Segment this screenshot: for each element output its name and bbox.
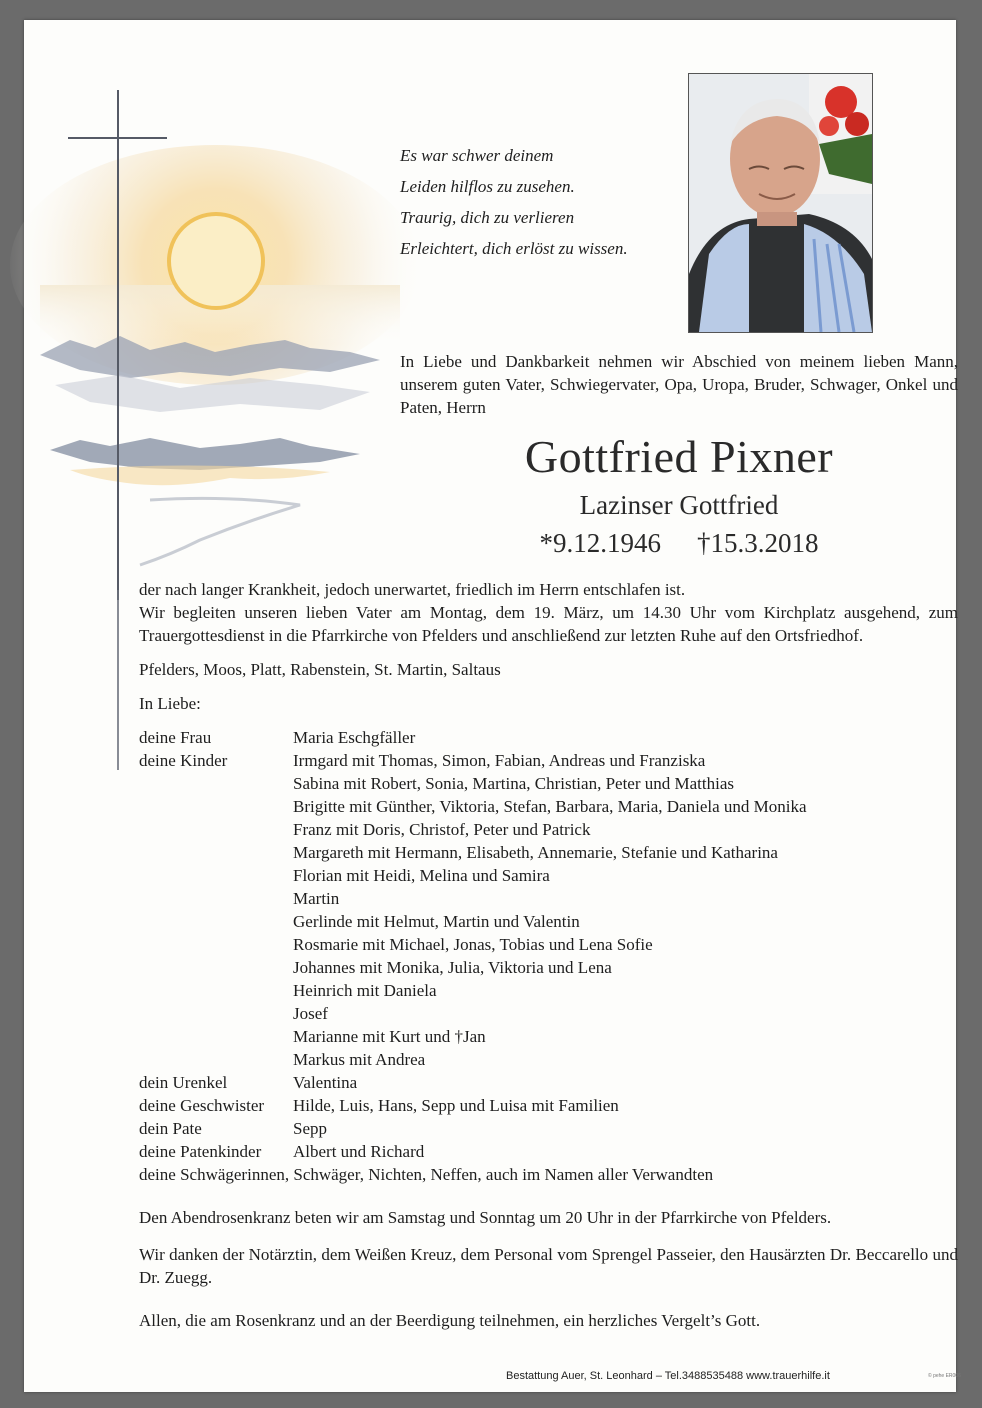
- portrait-photo: [688, 73, 873, 333]
- closing-notice: Allen, die am Rosenkranz und an der Beerdigung teilnehmen, ein herzliches Vergelt’s Gott.: [139, 1311, 761, 1330]
- relative-names: Margareth mit Hermann, Elisabeth, Annemarie, Stefanie und Katharina: [293, 843, 778, 862]
- poem-line: Es war schwer deinem: [400, 146, 554, 165]
- relative-names: Marianne mit Kurt und †Jan: [293, 1027, 486, 1046]
- relative-label: deine Frau: [139, 728, 212, 747]
- relative-names: Heinrich mit Daniela: [293, 981, 437, 1000]
- relative-row: [139, 1117, 958, 1140]
- relative-row: [139, 864, 958, 887]
- relative-names: Gerlinde mit Helmut, Martin und Valentin: [293, 912, 580, 931]
- relative-label: deine Kinder: [139, 751, 228, 770]
- relative-names: Albert und Richard: [293, 1142, 425, 1161]
- life-dates: [400, 525, 958, 561]
- relative-names: Maria Eschgfäller: [293, 728, 416, 747]
- mountains-near: [50, 438, 360, 470]
- relative-row: [139, 979, 958, 1002]
- relative-label: [139, 1025, 293, 1048]
- relative-label: [139, 772, 293, 795]
- relative-label: [139, 841, 293, 864]
- relative-label: dein Pate: [139, 1119, 202, 1138]
- relative-row: [139, 887, 958, 910]
- relatives-last-line: [139, 1163, 958, 1186]
- relative-names: Franz mit Doris, Christof, Peter und Patrick: [293, 820, 591, 839]
- relatives-last-text: deine Schwägerinnen, Schwäger, Nichten, Neffen, auch im Namen aller Verwandten: [139, 1165, 714, 1184]
- relative-label: [139, 933, 293, 956]
- relative-row: [139, 1140, 958, 1163]
- relative-names: Rosmarie mit Michael, Jonas, Tobias und Lena Sofie: [293, 935, 653, 954]
- relative-label: [139, 1002, 293, 1025]
- relative-label: [139, 818, 293, 841]
- relative-names: Brigitte mit Günther, Viktoria, Stefan, Barbara, Maria, Daniela und Monika: [293, 797, 807, 816]
- relative-row: [139, 841, 958, 864]
- poem-line: Traurig, dich zu verlieren: [400, 208, 575, 227]
- deceased-nickname: Lazinser Gottfried: [579, 490, 779, 520]
- places-line: Pfelders, Moos, Platt, Rabenstein, St. Martin, Saltaus: [139, 660, 501, 679]
- cross-stem-lower: [0, 590, 140, 780]
- intro-text: In Liebe und Dankbarkeit nehmen wir Abschied von meinem lieben Mann, unserem guten Vater, Schwiegervater, Opa, Uropa, Bruder, Schwager, Onkel und Paten, Herrn: [400, 352, 958, 417]
- relative-names: Markus mit Andrea: [293, 1050, 426, 1069]
- relative-names: Irmgard mit Thomas, Simon, Fabian, Andreas und Franziska: [293, 751, 706, 770]
- in-liebe-heading: In Liebe:: [139, 694, 201, 713]
- relative-row: [139, 933, 958, 956]
- valley-path: [140, 498, 300, 565]
- relative-row: [139, 1025, 958, 1048]
- relative-label: [139, 1048, 293, 1071]
- relative-names: Johannes mit Monika, Julia, Viktoria und Lena: [293, 958, 612, 977]
- relative-row: [139, 1094, 958, 1117]
- relative-row: [139, 749, 958, 772]
- relative-names: Sepp: [293, 1119, 327, 1138]
- lake-reflection: [70, 465, 330, 485]
- relative-label: [139, 910, 293, 933]
- death-date: †15.3.2018: [697, 528, 819, 558]
- poem-line: Erleichtert, dich erlöst zu wissen.: [400, 239, 628, 258]
- relative-names: Martin: [293, 889, 340, 908]
- relatives-list: [139, 726, 958, 1163]
- relative-label: [139, 956, 293, 979]
- relative-label: [139, 795, 293, 818]
- poem: [400, 140, 628, 264]
- thanks-notice: Wir danken der Notärztin, dem Weißen Kreuz, dem Personal vom Sprengel Passeier, den Hausärzten Dr. Beccarello und Dr. Zuegg.: [139, 1245, 958, 1287]
- relative-row: [139, 795, 958, 818]
- birth-date: *9.12.1946: [539, 528, 661, 558]
- relative-label: [139, 887, 293, 910]
- obituary-body: [139, 578, 958, 1332]
- sunset-landscape-illustration: [0, 0, 420, 600]
- relative-row: [139, 1002, 958, 1025]
- relative-row: [139, 1048, 958, 1071]
- relative-label: deine Patenkinder: [139, 1142, 262, 1161]
- relative-row: [139, 1071, 958, 1094]
- poem-line: Leiden hilflos zu zusehen.: [400, 177, 575, 196]
- relative-label: dein Urenkel: [139, 1073, 228, 1092]
- relative-label: [139, 979, 293, 1002]
- relative-names: Sabina mit Robert, Sonia, Martina, Christian, Peter und Matthias: [293, 774, 734, 793]
- funeral-details: Wir begleiten unseren lieben Vater am Montag, dem 19. März, um 14.30 Uhr vom Kirchplatz ausgehend, zum Trauergottesdienst in die Pfarrkirche von Pfelders und anschließend zur letzten Ruhe auf den Ortsfriedhof.: [139, 603, 958, 645]
- relative-label: [139, 864, 293, 887]
- relative-row: [139, 772, 958, 795]
- relative-names: Florian mit Heidi, Melina und Samira: [293, 866, 550, 885]
- relative-names: Josef: [293, 1004, 328, 1023]
- deceased-name: Gottfried Pixner: [524, 431, 834, 482]
- relative-row: [139, 818, 958, 841]
- footer-mark: © pehe ER006: [928, 1373, 961, 1379]
- footer-funeral-home: Bestattung Auer, St. Leonhard – Tel.3488535488 www.trauerhilfe.it: [506, 1370, 830, 1382]
- relative-names: Hilde, Luis, Hans, Sepp und Luisa mit Familien: [293, 1096, 619, 1115]
- sun: [169, 214, 263, 308]
- relative-names: Valentina: [293, 1073, 358, 1092]
- relative-label: deine Geschwister: [139, 1096, 265, 1115]
- relative-row: [139, 910, 958, 933]
- rosary-notice: Den Abendrosenkranz beten wir am Samstag und Sonntag um 20 Uhr in der Pfarrkirche von Pfelders.: [139, 1208, 832, 1227]
- passing-line: der nach langer Krankheit, jedoch unerwartet, friedlich im Herrn entschlafen ist.: [139, 580, 686, 599]
- relative-row: [139, 726, 958, 749]
- relative-row: [139, 956, 958, 979]
